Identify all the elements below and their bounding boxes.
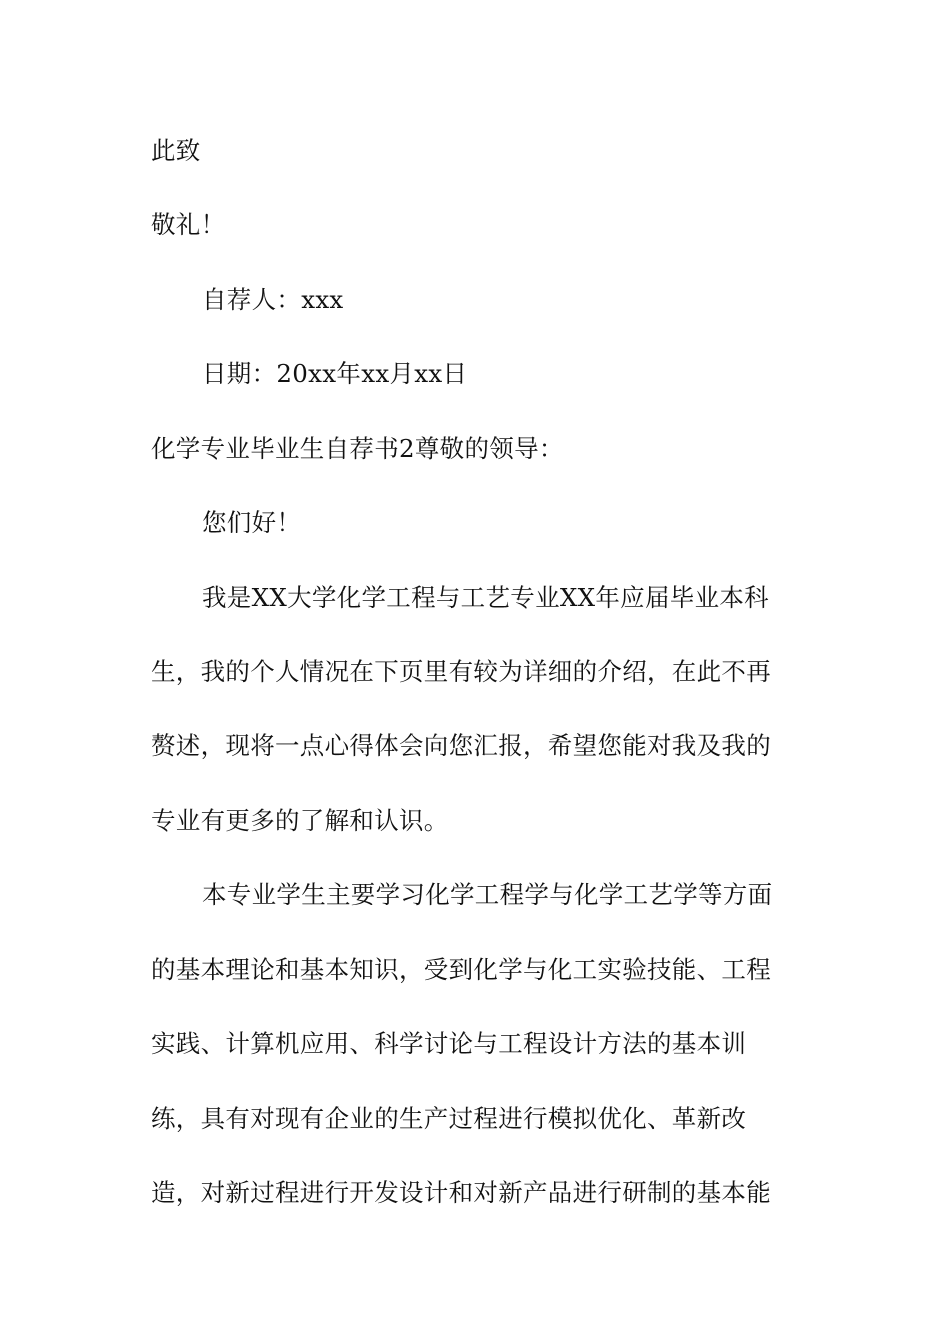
paragraph-2-line-1: 本专业学生主要学习化学工程学与化学工艺学等方面 [202, 880, 773, 909]
paragraph-1-line-4: 专业有更多的了解和认识。 [151, 806, 449, 835]
signer-line: 自荐人：xxx [202, 285, 344, 314]
letter-greeting: 您们好！ [202, 508, 302, 537]
paragraph-1-line-1: 我是XX大学化学工程与工艺专业XX年应届毕业本科 [202, 583, 769, 612]
paragraph-2-line-4: 练，具有对现有企业的生产过程进行模拟优化、革新改 [151, 1104, 747, 1133]
date-line: 日期：20xx年xx月xx日 [202, 359, 468, 388]
closing-salutation-2: 敬礼！ [151, 210, 226, 239]
paragraph-1-line-3: 赘述，现将一点心得体会向您汇报，希望您能对我及我的 [151, 731, 771, 760]
paragraph-2-line-3: 实践、计算机应用、科学讨论与工程设计方法的基本训 [151, 1029, 747, 1058]
letter-heading: 化学专业毕业生自荐书2尊敬的领导： [151, 434, 564, 463]
paragraph-1-line-2: 生，我的个人情况在下页里有较为详细的介绍，在此不再 [151, 657, 771, 686]
paragraph-2-line-5: 造，对新过程进行开发设计和对新产品进行研制的基本能 [151, 1178, 771, 1207]
closing-salutation-1: 此致 [151, 136, 201, 165]
paragraph-2-line-2: 的基本理论和基本知识，受到化学与化工实验技能、工程 [151, 955, 771, 984]
